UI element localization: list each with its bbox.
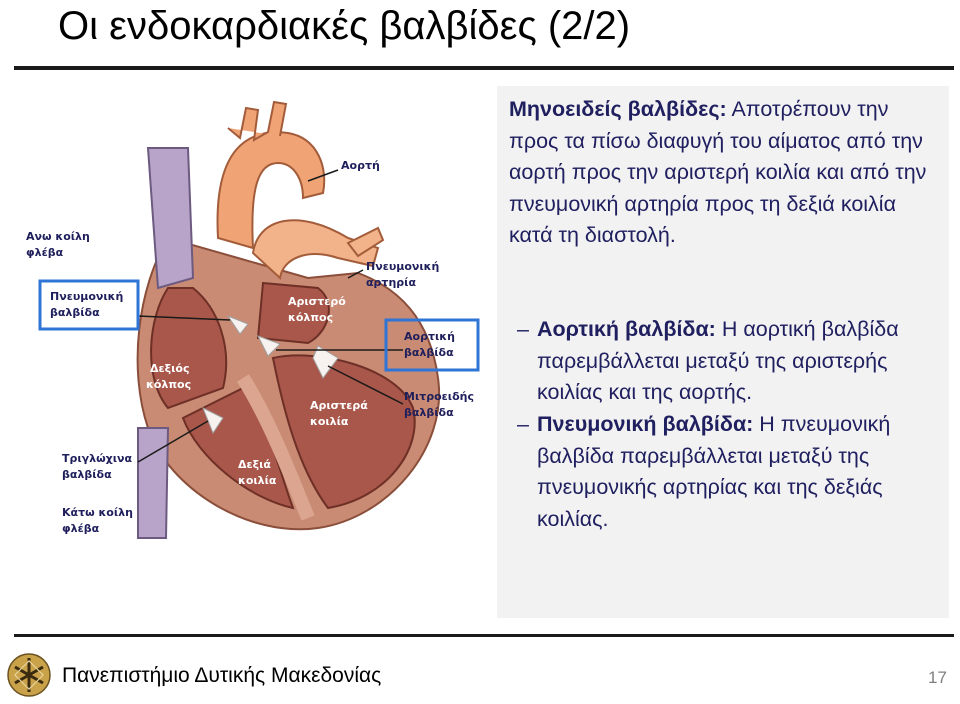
page-number: 17: [928, 668, 947, 687]
label-svc-1: Ανω κοίλη: [26, 230, 90, 243]
label-right-ventricle-1: Δεξιά: [238, 458, 271, 471]
label-tricuspid-valve-1: Τριγλώχινα: [62, 452, 133, 465]
label-aortic-valve-1: Αορτική: [404, 330, 455, 343]
footer-divider: [14, 634, 954, 637]
label-pulmonary-artery-2: αρτηρία: [366, 276, 416, 289]
pulmonary-valve-highlight: [40, 281, 138, 329]
bullet-aortic-valve: [517, 314, 937, 409]
label-mitral-valve-2: βαλβίδα: [404, 406, 454, 419]
university-logo-icon: [6, 652, 52, 698]
label-ivc-2: φλέβα: [62, 522, 100, 535]
label-left-atrium-1: Αριστερό: [288, 295, 346, 308]
label-pulmonary-valve-1: Πνευμονική: [50, 290, 124, 303]
slide-title: Οι ενδοκαρδιακές βαλβίδες (2/2): [58, 4, 631, 48]
bullet-dash: –: [517, 317, 529, 341]
main-paragraph: [509, 94, 939, 252]
label-right-ventricle-2: κοιλία: [238, 474, 277, 487]
label-mitral-valve-1: Μιτροειδής: [404, 390, 475, 403]
bullet-body: Η πνευμονική βαλβίδα παρεμβάλλεται μεταξύ της πνευμονικής αρτηρίας και της δεξιάς κοιλίας.: [537, 412, 891, 531]
inferior-vena-cava: [138, 428, 168, 538]
label-ivc-1: Κάτω κοίλη: [62, 506, 133, 519]
label-right-atrium-1: Δεξιός: [150, 362, 190, 375]
bullet-pulmonary-valve: [517, 409, 937, 535]
heart-diagram: [18, 88, 488, 558]
label-right-atrium-2: κόλπος: [146, 378, 192, 391]
label-left-atrium-2: κόλπος: [288, 311, 334, 324]
label-aorta: Αορτή: [341, 159, 380, 172]
label-svc-2: φλέβα: [26, 246, 64, 259]
main-paragraph-body: Αποτρέπουν την προς τα πίσω διαφυγή του αίματος από την αορτή προς την αριστερή κοιλία και από την πνευμονική αρτηρία προς τη δεξιά κοιλία κατά τη διαστολή.: [509, 97, 927, 247]
label-pulmonary-artery-1: Πνευμονική: [366, 260, 440, 273]
main-paragraph-heading: Μηνοειδείς βαλβίδες:: [509, 97, 727, 121]
label-aortic-valve-2: βαλβίδα: [404, 346, 454, 359]
bullet-dash: –: [517, 412, 529, 436]
bullet-body: Η αορτική βαλβίδα παρεμβάλλεται μεταξύ της αριστερής κοιλίας και της αορτής.: [537, 317, 899, 404]
label-tricuspid-valve-2: βαλβίδα: [62, 468, 112, 481]
label-left-ventricle-2: κοιλία: [310, 415, 349, 428]
bullet-heading: Αορτική βαλβίδα:: [537, 317, 716, 341]
title-divider: [14, 66, 954, 70]
bullet-heading: Πνευμονική βαλβίδα:: [537, 412, 754, 436]
description-box: [497, 86, 949, 618]
label-pulmonary-valve-2: βαλβίδα: [50, 306, 100, 319]
footer-institution: Πανεπιστήμιο Δυτικής Μακεδονίας: [62, 664, 382, 687]
label-left-ventricle-1: Αριστερά: [310, 399, 368, 412]
